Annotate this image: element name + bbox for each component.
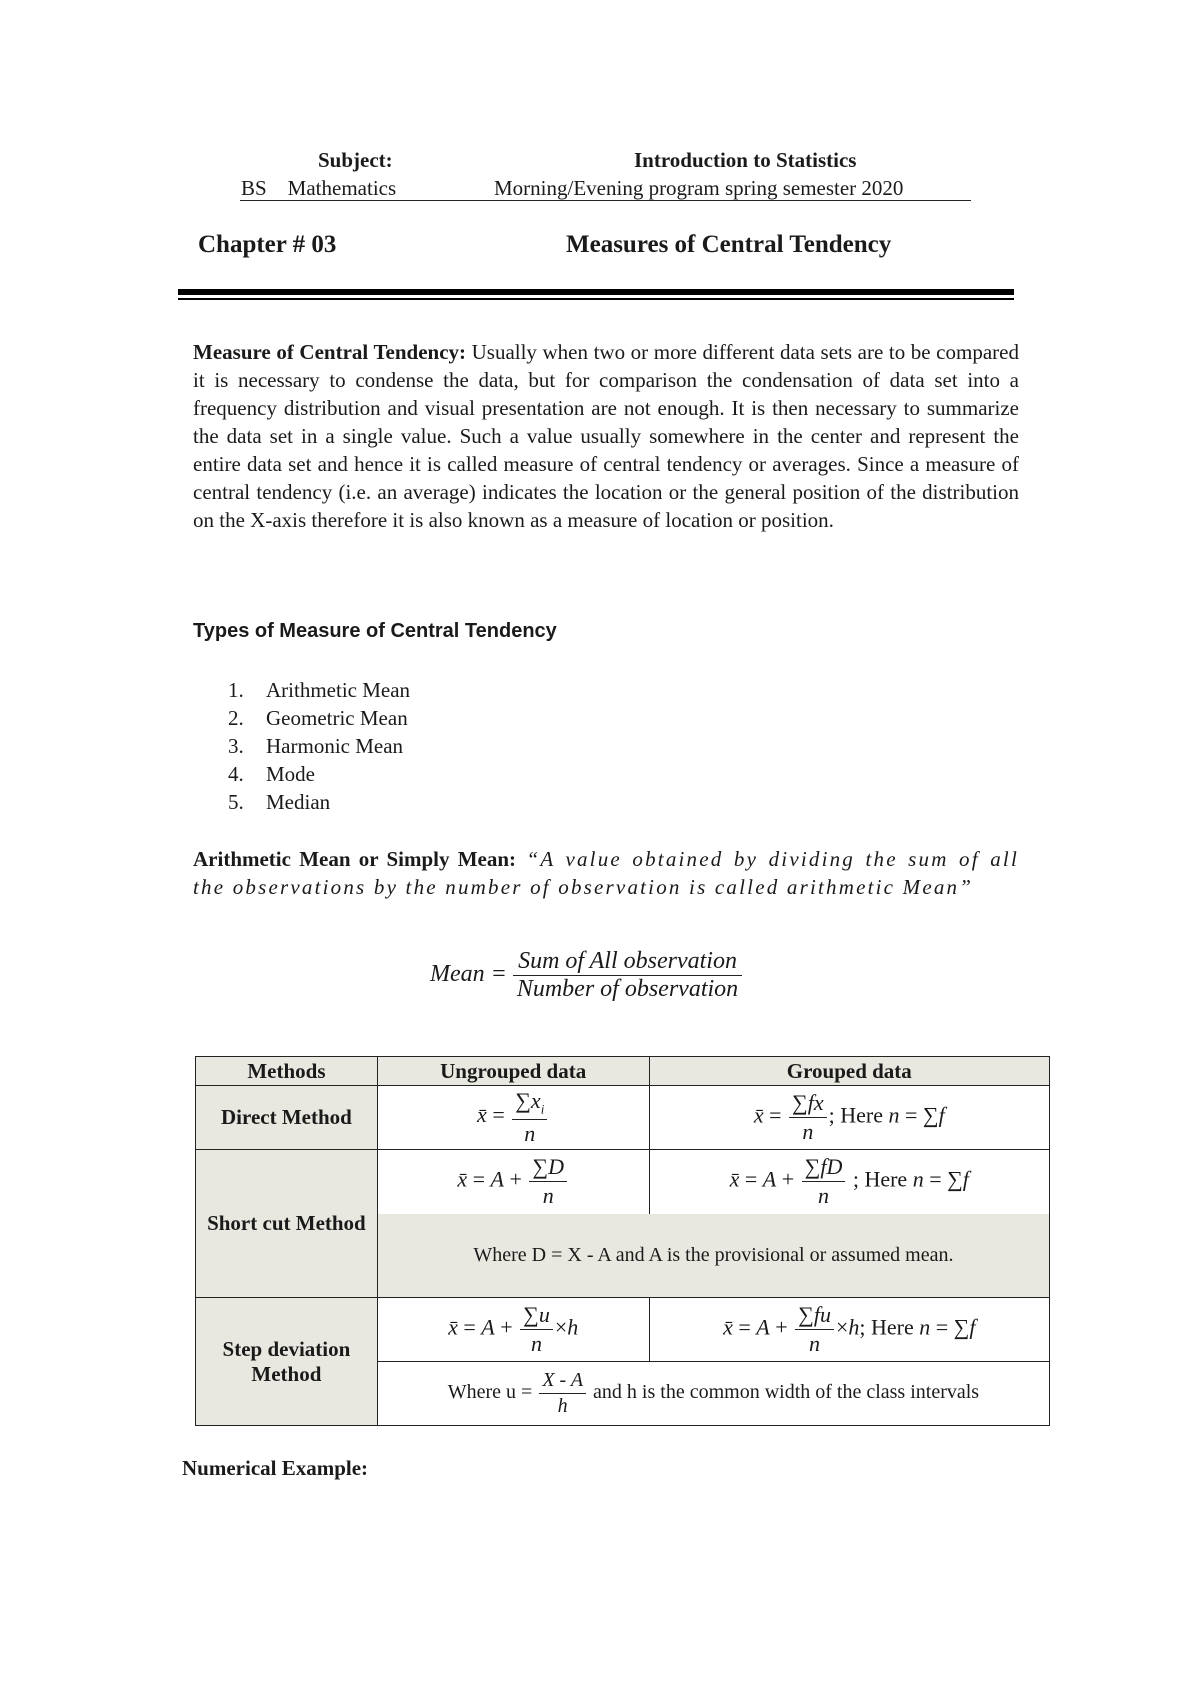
direct-method-cell: Direct Method xyxy=(196,1086,378,1150)
intro-paragraph xyxy=(193,338,1019,534)
direct-grouped-formula: x̄ = $\frac{\sum fx}{n}$ ; Here n = ∑f xyxy=(649,1086,1049,1150)
mean-formula xyxy=(430,948,742,1003)
list-item: 3. Harmonic Mean xyxy=(228,734,404,758)
step-deviation-method-cell: Step deviation Method xyxy=(196,1298,378,1426)
chapter-title: Measures of Central Tendency xyxy=(566,231,892,258)
subject-value: Introduction to Statistics xyxy=(634,148,857,172)
shortcut-method-cell: Short cut Method xyxy=(196,1150,378,1298)
formula-lhs: Mean = xyxy=(430,961,507,988)
step-note: Where u = $\frac{X - A}{h}$ and h is the common width of the class intervals xyxy=(377,1362,1049,1426)
step-grouped-formula: x̄ = A + $\frac{\sum fu}{n}$ ×h; Here n = ∑f xyxy=(649,1298,1049,1362)
formula-fraction xyxy=(513,948,742,1003)
formula-denominator: Number of observation xyxy=(513,975,742,1003)
chapter-number: Chapter # 03 xyxy=(198,231,337,258)
arithmetic-term: Arithmetic Mean or Simply Mean: xyxy=(193,847,517,871)
thin-rule xyxy=(178,298,1014,300)
list-item: 4. Mode xyxy=(228,762,315,786)
shortcut-ungrouped-formula: x̄ = A + $\frac{\sum D}{n}$ xyxy=(377,1150,649,1214)
header-underline xyxy=(240,200,971,201)
arithmetic-definition: “A value obtained by dividing the sum of all the observations by the number of observation is called arithmetic Mean” xyxy=(193,847,1019,899)
step-ungrouped-formula: x̄ = A + $\frac{\sum u}{n}$ ×h xyxy=(377,1298,649,1362)
methods-table xyxy=(195,1056,1050,1426)
arithmetic-mean-definition xyxy=(193,845,1019,901)
formula-numerator: Sum of All observation xyxy=(518,948,737,974)
numerical-example-heading: Numerical Example: xyxy=(182,1456,369,1480)
intro-text: Usually when two or more different data sets are to be compared it is necessary to condense the data, but for comparison the condensation of data set into a frequency distribution and visual presentation are not enough. It is then necessary to summarize the data set in a single value. Such a value usually somewhere in the center and represent the entire data set and hence it is called measure of central tendency or averages. Since a measure of central tendency (i.e. an average) indicates the location or the general position of the distribution on the X-axis therefore it is also known as a measure of location or position. xyxy=(193,340,1019,532)
types-list xyxy=(228,676,410,816)
shortcut-grouped-formula: x̄ = A + $\frac{\sum fD}{n}$ ; Here n = ∑f xyxy=(649,1150,1049,1214)
subject-label: Subject: xyxy=(318,148,393,172)
program-right: Morning/Evening program spring semester 2020 xyxy=(494,176,904,200)
header-grouped: Grouped data xyxy=(649,1057,1049,1086)
header-ungrouped: Ungrouped data xyxy=(377,1057,649,1086)
program-left: BS Mathematics xyxy=(241,176,397,200)
direct-ungrouped-formula: x̄ = $\frac{\sum x_i}{n}$ xyxy=(377,1086,649,1150)
header-methods: Methods xyxy=(196,1057,378,1086)
shortcut-note: Where D = X - A and A is the provisional or assumed mean. xyxy=(377,1214,1049,1298)
list-item: 1. Arithmetic Mean xyxy=(228,678,411,702)
list-item: 2. Geometric Mean xyxy=(228,706,408,730)
thick-rule xyxy=(178,289,1014,295)
list-item: 5. Median xyxy=(228,790,331,814)
types-heading: Types of Measure of Central Tendency xyxy=(193,620,557,642)
intro-term: Measure of Central Tendency: xyxy=(193,340,467,364)
